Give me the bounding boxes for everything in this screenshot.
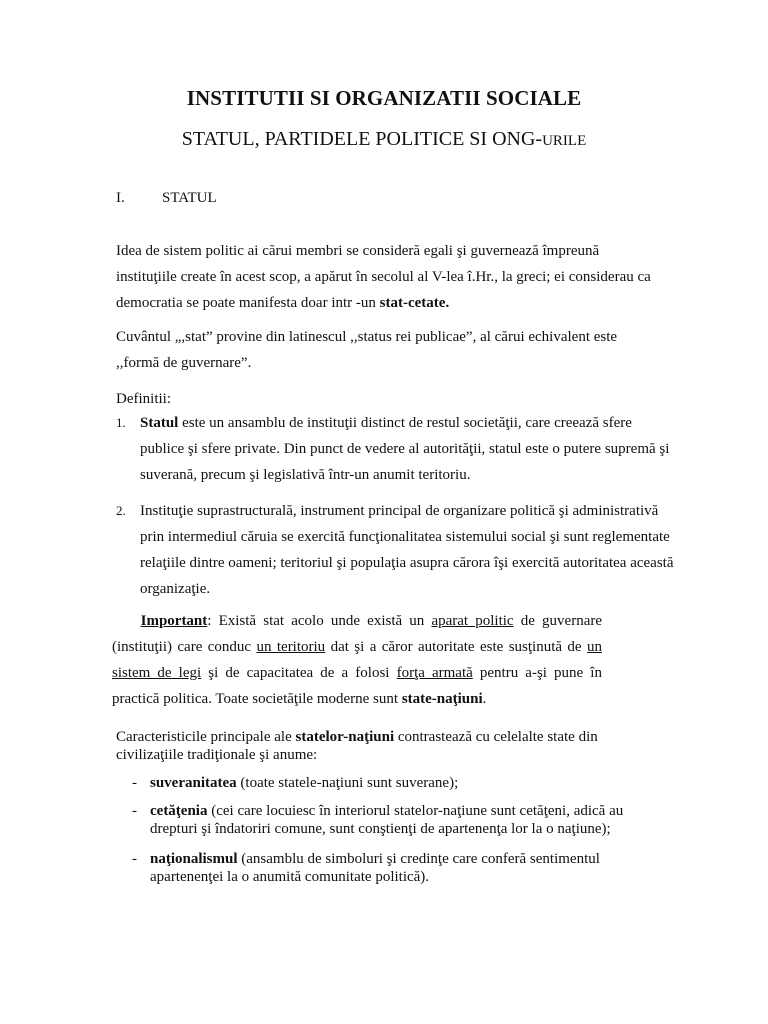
- list-item-bold: naţionalismul: [150, 851, 238, 867]
- list-item-body: (cei care locuiesc în interiorul statelor-naţiune sunt cetăţeni, adică au drepturi şi îndatoriri comune, sunt conştienţi de apartenenţa lor la o naţiune);: [150, 803, 624, 837]
- important-underlined: un sistem de legi: [112, 639, 602, 681]
- definition-body: este un ansamblu de instituţii distinct de restul societăţii, care creează sfere publice şi sfere private. Din punct de vedere al autorităţii, statul este o putere supremă şi suverană, precum şi legislativă într-un anumit teritoriu.: [140, 415, 670, 483]
- list-item: [132, 774, 652, 792]
- list-item-body: (ansamblu de simboluri şi credinţe care conferă sentimentul apartenenţei la o anumită comunitate politică).: [150, 851, 600, 885]
- list-dash: -: [132, 851, 137, 867]
- important-underlined: forţa armată: [396, 665, 473, 681]
- paragraph-intro-bold: stat-cetate.: [379, 295, 450, 311]
- important-text: : Există stat acolo unde există un: [207, 613, 432, 629]
- section-title: STATUL: [162, 190, 217, 206]
- characteristics-bold: statelor-naţiuni: [295, 729, 395, 745]
- definition-item-2: [116, 498, 676, 602]
- list-item-text: [150, 774, 652, 792]
- list-item: [132, 802, 652, 838]
- section-number: I.: [116, 190, 125, 206]
- definition-bold: Statul: [140, 415, 179, 431]
- important-text: .: [482, 691, 487, 707]
- definition-number: 1.: [116, 415, 126, 430]
- characteristics-text: contrastează cu celelalte state din civilizaţiile tradiţionale şi anume:: [116, 729, 598, 763]
- definitions-label: Definitii:: [116, 391, 171, 407]
- definition-body: Instituţie suprastructurală, instrument principal de organizare politică şi administrativă prin intermediul căruia se exercită funcţionalitatea sistemului social şi sunt reglementate relaţiile dintre oameni; teritoriul şi populaţia asupra cărora îşi exercită autoritatea această organizaţie.: [140, 503, 674, 597]
- list-item-text: [150, 850, 652, 886]
- paragraph-intro: [116, 238, 656, 316]
- important-label: Important: [140, 613, 208, 629]
- important-text: dat şi a căror autoritate este susţinută de: [325, 639, 587, 655]
- subtitle-main: STATUL, PARTIDELE POLITICE SI ONG-: [181, 128, 543, 150]
- important-paragraph: [112, 608, 602, 712]
- list-dash: -: [132, 775, 137, 791]
- list-item: [132, 850, 652, 886]
- important-underlined: aparat politic: [431, 613, 514, 629]
- definition-text: [140, 410, 676, 488]
- list-item-text: [150, 802, 652, 838]
- list-item-bold: cetăţenia: [150, 803, 208, 819]
- paragraph-etymology: Cuvântul „,stat” provine din latinescul ,,status rei publicae”, al cărui echivalent este ,,formă de guvernare”.: [116, 329, 618, 371]
- important-bold: state-naţiuni: [401, 691, 483, 707]
- characteristics-text: Caracteristicile principale ale: [116, 729, 296, 745]
- important-underlined: un teritoriu: [256, 639, 326, 655]
- list-item-body: (toate statele-naţiuni sunt suverane);: [236, 775, 459, 791]
- definition-number: 2.: [116, 503, 126, 518]
- important-text: pentru a-şi pune în practică politica. Toate societăţile moderne sunt: [112, 665, 602, 707]
- document-subtitle: [0, 128, 768, 151]
- document-title: INSTITUTII SI ORGANIZATII SOCIALE: [186, 86, 582, 110]
- paragraph-intro-text: Idea de sistem politic ai cărui membri se consideră egali şi guvernează împreună instituţiile create în acest scop, a apărut în secolul al V-lea î.Hr., la greci; ei considerau ca democratia se poate manifesta doar intr -un: [116, 243, 651, 311]
- subtitle-smallcaps: URILE: [542, 133, 587, 149]
- list-dash: -: [132, 803, 137, 819]
- characteristics-intro: [116, 728, 646, 764]
- important-text: şi de capacitatea de a folosi: [201, 665, 397, 681]
- definition-item-1: [116, 410, 676, 488]
- list-item-bold: suveranitatea: [150, 775, 237, 791]
- section-heading: [116, 190, 217, 207]
- important-text: de guvernare (instituţii) care conduc: [112, 613, 603, 655]
